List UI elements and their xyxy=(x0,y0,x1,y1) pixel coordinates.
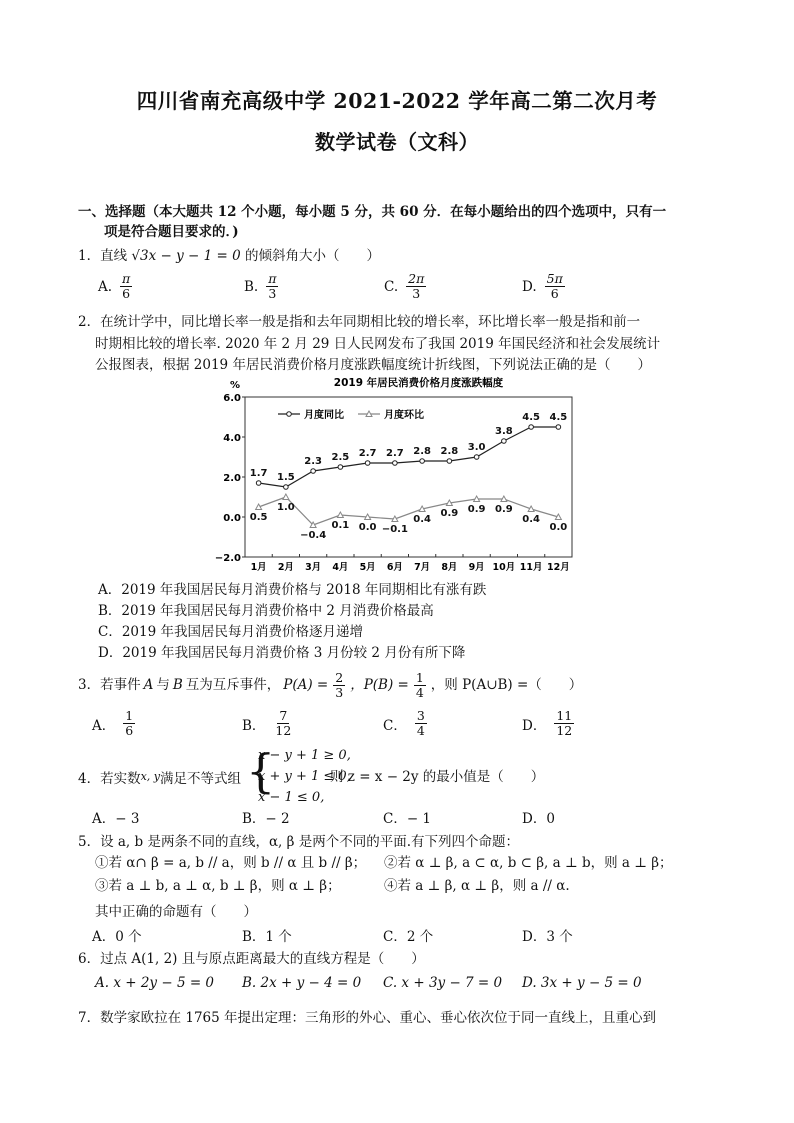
fraction-den: 3 xyxy=(412,286,421,301)
option-label: C． xyxy=(383,717,407,734)
q5-stem: 5．设 a, b 是两条不同的直线，α, β 是两个不同的平面.有下列四个命题： xyxy=(78,834,520,850)
data-label: 1.0 xyxy=(277,502,295,513)
data-point xyxy=(447,459,452,464)
x-tick-label: 3月 xyxy=(305,562,322,573)
data-label: 3.8 xyxy=(495,426,513,437)
option-label: A． xyxy=(92,717,116,734)
data-label: 0.9 xyxy=(467,504,486,515)
data-point xyxy=(284,485,289,490)
q3-text: 与 xyxy=(156,677,170,693)
q3-option-d[interactable] xyxy=(522,709,576,738)
fraction-num: 2 xyxy=(335,669,344,685)
q2-option-d[interactable]: D．2019 年我国居民每月消费价格 3 月份较 2 月份有所下降 xyxy=(98,645,466,661)
q5-question: 其中正确的命题有（ ） xyxy=(95,904,257,920)
q3-option-a[interactable] xyxy=(92,709,137,738)
option-label: A. xyxy=(98,278,113,295)
x-tick-label: 12月 xyxy=(547,562,570,573)
series-line-2 xyxy=(259,497,559,525)
data-label: 0.0 xyxy=(549,522,568,533)
q1-option-c[interactable] xyxy=(384,272,428,301)
q4-option-b[interactable]: B．− 2 xyxy=(242,811,290,827)
fraction-den: 4 xyxy=(416,723,425,738)
q3-tail: ，则 P(A∪B) =（ ） xyxy=(430,677,583,693)
q3-var-b: B xyxy=(172,677,183,693)
system-brace: { xyxy=(246,744,276,798)
legend-label: 月度环比 xyxy=(384,410,424,421)
q3-pa: P(A) = xyxy=(283,677,329,693)
q6-option-a[interactable]: A. x + 2y − 5 = 0 xyxy=(95,975,215,991)
q6-option-c[interactable]: C. x + 3y − 7 = 0 xyxy=(383,975,503,991)
data-label: 4.5 xyxy=(549,412,568,423)
fraction-den: 6 xyxy=(125,723,134,738)
cpi-line-chart xyxy=(200,372,590,577)
q5-option-b[interactable]: B．1 个 xyxy=(242,929,292,945)
q6-option-d[interactable]: D. 3x + y − 5 = 0 xyxy=(522,975,642,991)
section-heading: 一、选择题（本大题共 12 个小题，每小题 5 分，共 60 分．在每小题给出的四个选项中，只有一 xyxy=(78,204,667,220)
data-point xyxy=(365,461,370,466)
fraction-den: 12 xyxy=(275,723,292,738)
fraction-den: 4 xyxy=(415,684,424,700)
data-point xyxy=(338,465,343,470)
fraction-den: 12 xyxy=(556,723,573,738)
q4-suffix: 则 z = x − 2y 的最小值是（ ） xyxy=(330,769,545,785)
x-tick-label: 1月 xyxy=(250,562,267,573)
exam-subtitle: 数学试卷（文科） xyxy=(315,130,479,154)
data-label: 0.4 xyxy=(522,514,540,525)
fraction-num: 5π xyxy=(546,271,563,286)
data-label: 4.5 xyxy=(522,412,540,423)
section-heading-cont: 项是符合题目要求的．) xyxy=(104,224,239,240)
data-point xyxy=(474,455,479,460)
option-label: B. xyxy=(244,278,259,295)
q4-ineq-3: x − 1 ≤ 0, xyxy=(258,790,325,805)
q4-vars: x, y xyxy=(140,770,161,783)
y-axis-unit: % xyxy=(230,380,241,391)
question-1 xyxy=(78,246,380,266)
q5-proposition-2: ②若 α ⊥ β, a ⊂ α, b ⊂ β, a ⊥ b，则 a ⊥ β； xyxy=(384,855,673,871)
q5-option-c[interactable]: C．2 个 xyxy=(383,929,434,945)
q4-prefix: 4．若实数 xyxy=(78,771,141,787)
legend-marker xyxy=(287,412,292,417)
data-label: 2.7 xyxy=(358,448,377,459)
x-tick-label: 10月 xyxy=(492,562,516,573)
fraction-den: 6 xyxy=(122,286,131,301)
x-tick-label: 7月 xyxy=(414,562,431,573)
q7-stem: 7．数学家欧拉在 1765 年提出定理：三角形的外心、重心、垂心依次位于同一直线上，且重心到 xyxy=(78,1010,657,1026)
fraction-den: 3 xyxy=(335,684,344,700)
data-point xyxy=(283,494,289,500)
data-label: 0.5 xyxy=(249,512,268,523)
data-label: 0.4 xyxy=(413,514,431,525)
data-label: 2.8 xyxy=(440,446,459,457)
y-tick-label: 0.0 xyxy=(223,513,241,524)
option-label: D. xyxy=(522,278,537,295)
q1-option-b[interactable] xyxy=(244,272,280,301)
q4-option-d[interactable]: D．0 xyxy=(522,811,555,827)
fraction-num: π xyxy=(268,271,277,286)
q6-stem: 6．过点 A(1, 2) 且与原点距离最大的直线方程是（ ） xyxy=(78,951,425,967)
q5-option-d[interactable]: D．3 个 xyxy=(522,929,573,945)
fraction-num: 11 xyxy=(556,708,573,723)
q5-proposition-4: ④若 a ⊥ β, α ⊥ β，则 a // α. xyxy=(384,878,570,894)
q1-prefix: 1．直线 xyxy=(78,248,128,264)
x-tick-label: 5月 xyxy=(359,562,376,573)
option-label: D． xyxy=(522,717,547,734)
q1-suffix: 的倾斜角大小（ ） xyxy=(244,248,380,264)
q3-option-b[interactable] xyxy=(242,709,295,738)
data-label: 1.5 xyxy=(277,472,295,483)
x-tick-label: 9月 xyxy=(468,562,485,573)
x-tick-label: 4月 xyxy=(332,562,349,573)
data-label: 0.9 xyxy=(495,504,513,515)
q6-option-b[interactable]: B. 2x + y − 4 = 0 xyxy=(242,975,362,991)
data-label: 3.0 xyxy=(467,442,486,453)
q4-option-a[interactable]: A．− 3 xyxy=(92,811,140,827)
question-3 xyxy=(78,670,582,700)
q3-var-a: A xyxy=(143,677,154,693)
legend-label: 月度同比 xyxy=(304,410,344,421)
fraction-num: 3 xyxy=(416,708,425,723)
q5-proposition-1: ①若 α∩ β = a, b // a，则 b // α 且 b // β； xyxy=(95,855,367,871)
data-point xyxy=(393,461,398,466)
q1-option-a[interactable] xyxy=(98,272,134,301)
q4-ineq-2: x + y + 1 ≤ 0, xyxy=(258,769,351,784)
data-label: 2.5 xyxy=(331,452,350,463)
q1-equation: √3x − y − 1 = 0 xyxy=(131,248,241,264)
data-point xyxy=(256,481,261,486)
y-tick-label: 2.0 xyxy=(223,473,241,484)
data-label: 0.9 xyxy=(440,508,459,519)
y-tick-label: −2.0 xyxy=(214,553,241,564)
data-label: 2.3 xyxy=(304,456,322,467)
fraction-den: 3 xyxy=(268,286,277,301)
option-label: B． xyxy=(242,717,266,734)
x-tick-label: 6月 xyxy=(386,562,403,573)
q3-text: 互为互斥事件， xyxy=(185,677,281,693)
data-label: 2.8 xyxy=(413,446,431,457)
q2-stem-line2: 时期相比较的增长率. 2020 年 2 月 29 日人民网发布了我国 2019 年国民经济和社会发展统计 xyxy=(95,336,661,352)
data-point xyxy=(556,425,561,430)
x-tick-label: 8月 xyxy=(441,562,458,573)
data-point xyxy=(529,425,534,430)
data-label: 0.1 xyxy=(331,520,350,531)
q1-option-d[interactable] xyxy=(522,272,567,301)
q2-option-c[interactable]: C．2019 年我国居民每月消费价格逐月递增 xyxy=(98,624,363,640)
fraction-num: 1 xyxy=(125,708,134,723)
fraction-den: 6 xyxy=(550,286,559,301)
q2-stem-line1: 2．在统计学中，同比增长率一般是指和去年同期相比较的增长率，环比增长率一般是指和前一 xyxy=(78,314,641,330)
data-label: −0.1 xyxy=(381,524,408,535)
data-label: 1.7 xyxy=(249,468,268,479)
fraction-num: π xyxy=(122,271,131,286)
data-point xyxy=(502,439,507,444)
fraction-num: 1 xyxy=(415,669,424,685)
q4-mid: 满足不等式组 xyxy=(160,771,242,787)
chart-title: 2019 年居民消费价格月度涨跌幅度 xyxy=(333,377,504,389)
q3-pb: ，P(B) = xyxy=(350,677,409,693)
data-label: −0.4 xyxy=(300,530,327,541)
data-point xyxy=(311,469,316,474)
q4-option-c[interactable]: C．− 1 xyxy=(383,811,432,827)
data-point xyxy=(420,459,425,464)
question-4 xyxy=(78,767,241,789)
q2-option-b[interactable]: B．2019 年我国居民每月消费价格中 2 月消费价格最高 xyxy=(98,603,434,619)
q2-stem-line3: 公报图表，根据 2019 年居民消费价格月度涨跌幅度统计折线图，下列说法正确的是（ ） xyxy=(95,357,651,373)
y-tick-label: 4.0 xyxy=(223,433,241,444)
data-label: 2.7 xyxy=(386,448,404,459)
x-tick-label: 2月 xyxy=(277,562,294,573)
q5-option-a[interactable]: A．0 个 xyxy=(92,929,142,945)
x-tick-label: 11月 xyxy=(519,562,543,573)
y-tick-label: 6.0 xyxy=(223,393,241,404)
q5-proposition-3: ③若 a ⊥ b, a ⊥ α, b ⊥ β，则 α ⊥ β； xyxy=(95,878,341,894)
data-label: 0.0 xyxy=(358,522,377,533)
exam-title: 四川省南充高级中学 2021-2022 学年高二第二次月考 xyxy=(136,89,658,113)
q3-text: 3．若事件 xyxy=(78,677,141,693)
fraction-num: 2π xyxy=(408,271,425,286)
option-label: C. xyxy=(384,278,399,295)
fraction-num: 7 xyxy=(279,708,288,723)
q2-option-a[interactable]: A．2019 年我国居民每月消费价格与 2018 年同期相比有涨有跌 xyxy=(98,582,487,598)
q4-ineq-1: x − y + 1 ≥ 0, xyxy=(258,748,351,763)
q3-option-c[interactable] xyxy=(383,709,429,738)
